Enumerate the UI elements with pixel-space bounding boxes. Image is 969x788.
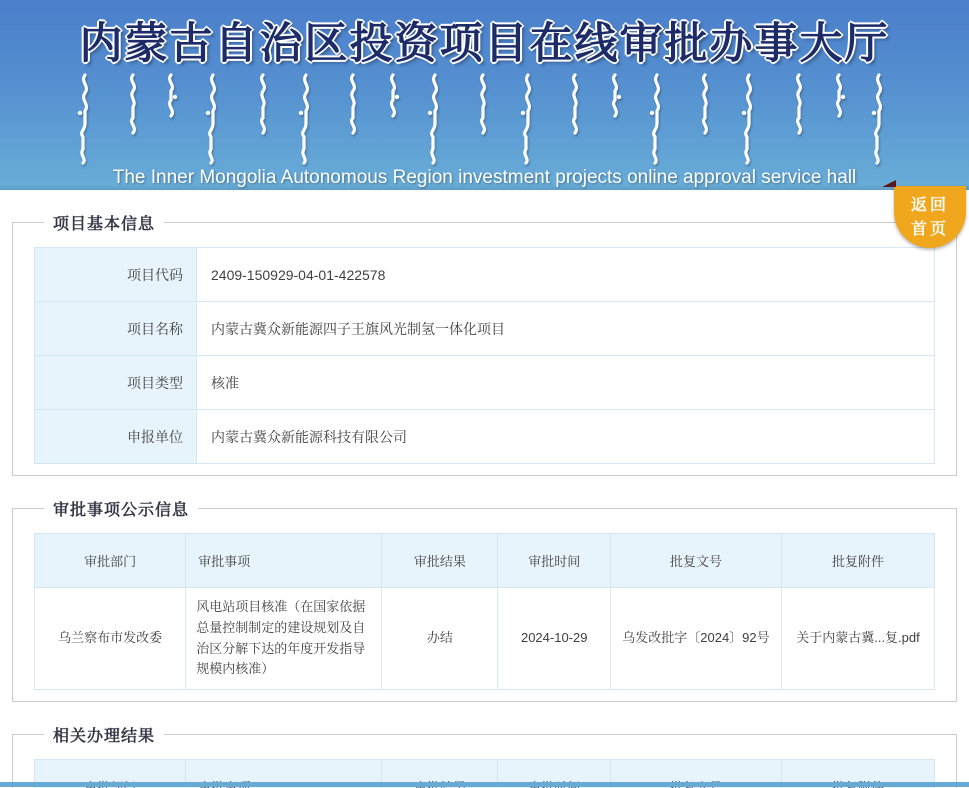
project-type-value: 核准 [197,356,935,410]
table-row [35,248,935,302]
site-title-en: The Inner Mongolia Autonomous Region investment projects online approval service hall [112,167,857,188]
section-related-results-title: 相关办理结果 [53,728,156,746]
col-header-item: 审批事项 [186,534,382,588]
footer-strip [0,782,969,787]
approval-result-cell: 办结 [382,588,498,690]
section-approval-publicity-title: 审批事项公示信息 [53,502,190,519]
col-header-docno: 批复文号 [610,534,781,588]
table-row [35,588,935,690]
site-banner [0,0,969,190]
approval-time-cell: 2024-10-29 [498,588,611,690]
section-related-results [12,723,957,788]
approval-dept-cell: 乌兰察布市发改委 [35,588,186,690]
section-approval-publicity [12,497,957,702]
back-to-home-button[interactable] [894,186,966,248]
approval-publicity-table [34,533,935,690]
project-code-label: 项目代码 [35,248,197,302]
project-code-value: 2409-150929-04-01-422578 [197,248,935,302]
section-basic-info [12,211,957,476]
col-header-result: 审批结果 [382,534,498,588]
approval-docno-cell: 乌发改批字〔2024〕92号 [610,588,781,690]
table-row [35,302,935,356]
col-header-dept: 审批部门 [35,534,186,588]
approval-item-cell: 风电站项目核准（在国家依据总量控制制定的建设规划及自治区分解下达的年度开发指导规模内核准） [186,588,382,690]
mongolian-script-graphic [65,73,905,165]
project-type-label: 项目类型 [35,356,197,410]
section-basic-info-title: 项目基本信息 [53,216,156,233]
table-row [35,410,935,464]
project-name-value: 内蒙古冀众新能源四子王旗风光制氢一体化项目 [197,302,935,356]
declaring-unit-label: 申报单位 [35,410,197,464]
basic-info-table [34,247,935,464]
table-row [35,356,935,410]
table-header-row [35,534,935,588]
project-name-label: 项目名称 [35,302,197,356]
attachment-link[interactable]: 关于内蒙古冀...复.pdf [781,588,934,690]
page-content [0,211,969,788]
back-to-home-label-line1: 返回 [910,197,949,214]
col-header-time: 审批时间 [498,534,611,588]
declaring-unit-value: 内蒙古冀众新能源科技有限公司 [197,410,935,464]
col-header-attachment: 批复附件 [781,534,934,588]
site-title-cn: 内蒙古自治区投资项目在线审批办事大厅 [79,20,890,68]
back-to-home-label-line2: 首页 [910,221,949,238]
